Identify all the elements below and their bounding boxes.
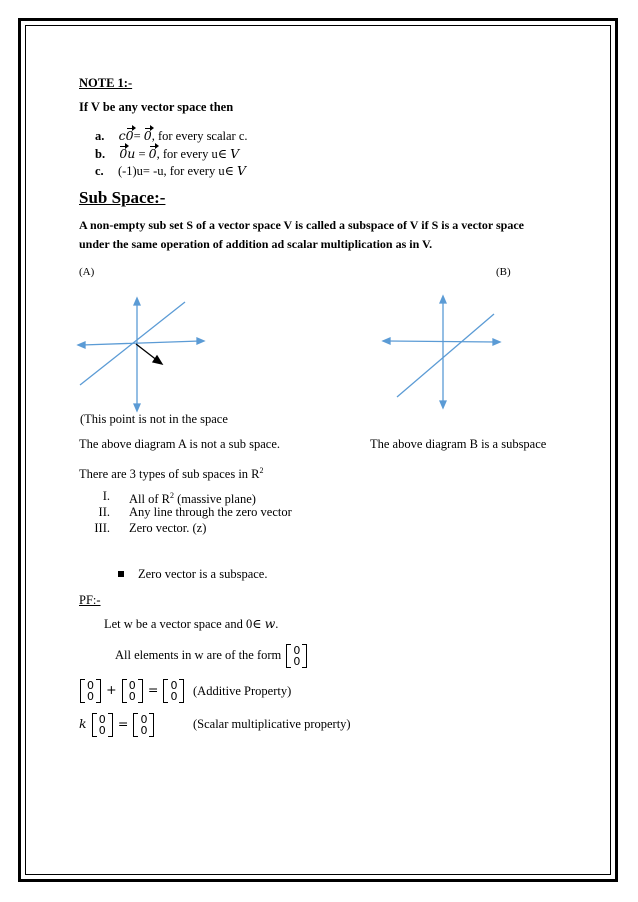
column-vector: 0 0	[122, 679, 143, 703]
note-item-letter: a.	[95, 129, 105, 143]
types-item: Zero vector. (z)	[129, 521, 207, 535]
column-vector: 0 0	[133, 713, 154, 737]
proof-line2: All elements in w are of the form 0 0	[115, 640, 309, 670]
additive-equation: 0 0 + 0 0 = 0 0	[78, 675, 186, 705]
note-item-b: b. 0u = 0, for every u∈ V	[95, 146, 240, 161]
types-intro: There are 3 types of sub spaces in $R^2$	[79, 466, 264, 482]
subspace-heading: Sub Space:-	[79, 188, 166, 207]
scalar-equation: k 0 0 = 0 0	[79, 709, 156, 739]
note-item-a: a. c0= 0, for every scalar c.	[95, 128, 248, 143]
diagram-b-arrowhead-right	[493, 339, 500, 345]
diagram-a-label: (A)	[79, 266, 95, 278]
note-intro: If V be any vector space then	[79, 100, 234, 114]
diagram-b-arrowhead-left	[383, 338, 390, 344]
types-bullet-item: Zero vector is a subspace.	[118, 566, 267, 582]
types-item-number: I.	[102, 489, 110, 503]
diagram-a-note: (This point is not in the space	[80, 412, 228, 426]
bullet-icon	[118, 571, 124, 577]
types-item: Any line through the zero vector	[129, 505, 292, 519]
diagram-b-horizontal-axis	[387, 341, 496, 342]
column-vector: 0 0	[80, 679, 101, 703]
proof-line1: Let w be a vector space and 0∈ w.	[104, 616, 279, 631]
note-item-c: c. (-1)u= -u, for every u∈ V	[95, 163, 247, 178]
types-item-number: II.	[98, 505, 110, 519]
column-vector: 0 0	[163, 679, 184, 703]
diagram-b-line	[397, 314, 494, 397]
note-title: NOTE 1:-	[79, 76, 133, 90]
types-item-number: III.	[94, 521, 110, 535]
diagram-b-arrowhead-up	[440, 296, 446, 303]
column-vector: 0 0	[92, 713, 113, 737]
subspace-definition-line1: A non-empty sub set S of a vector space V is called a subspace of V if S is a vector space	[79, 218, 525, 232]
types-item: All of $R^2$ (massive plane)	[129, 491, 256, 507]
subspace-definition-line2: under the same operation of addition ad scalar multiplication as in V.	[79, 237, 433, 251]
scalar-property-label: (Scalar multiplicative property)	[193, 717, 351, 731]
column-vector: 0 0	[286, 644, 307, 668]
note-item-letter: c.	[95, 164, 104, 178]
additive-property-label: (Additive Property)	[193, 684, 292, 698]
diagram-b-arrowhead-down	[440, 401, 446, 408]
diagram-b-caption: The above diagram B is a subspace	[370, 437, 547, 451]
proof-label: PF:-	[79, 593, 101, 607]
note-item-letter: b.	[95, 147, 106, 161]
diagram-a-caption: The above diagram A is not a sub space.	[79, 437, 280, 451]
diagram-b-label: (B)	[496, 266, 511, 278]
